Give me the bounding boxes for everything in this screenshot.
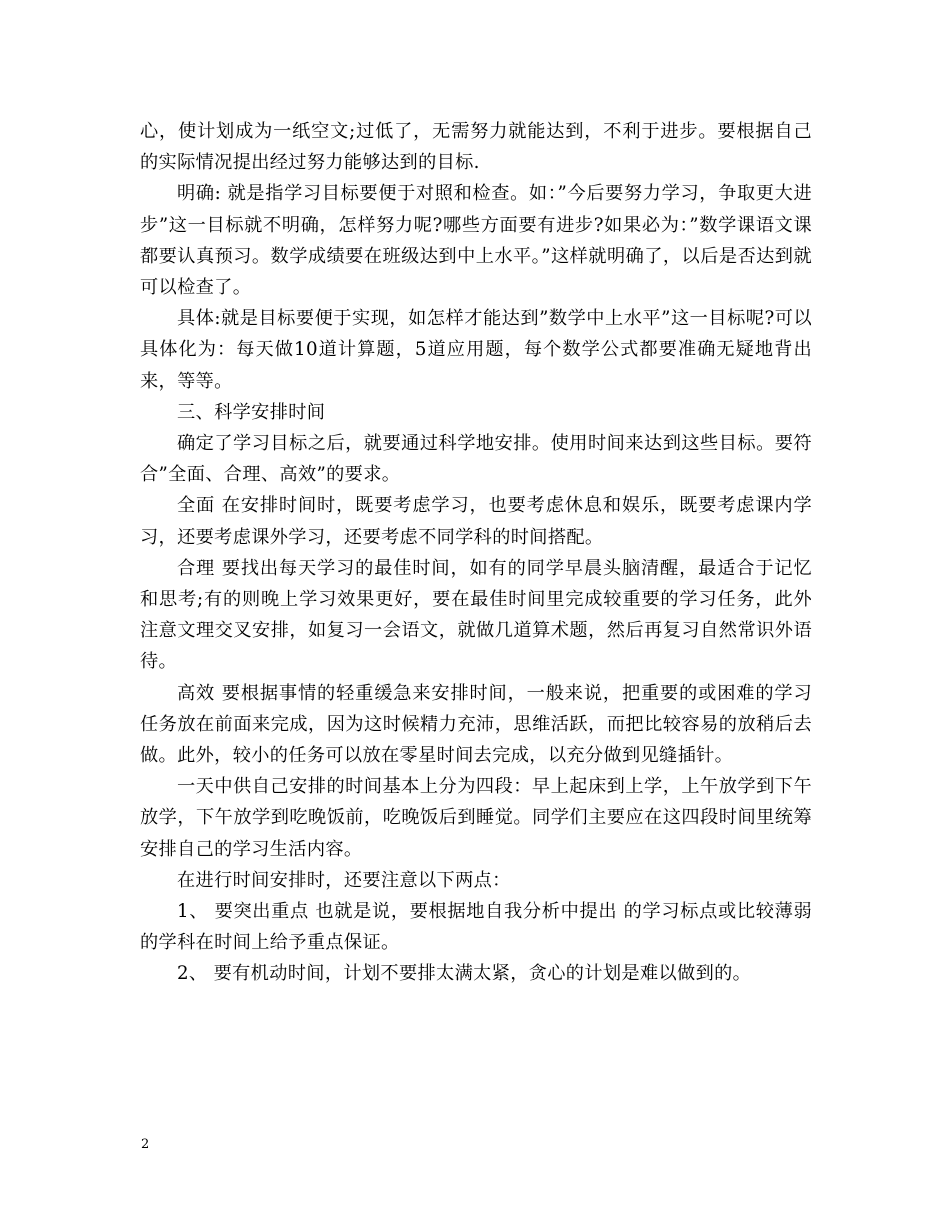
list-item-1: 1、 要突出重点 也就是说，要根据地自我分析中提出 的学习标点或比较薄弱的学科在时间上给予重点保证。 [140, 901, 812, 954]
paragraph-efficient: 高效 要根据事情的轻重缓急来安排时间，一般来说，把重要的或困难的学习任务放在前面来完成，因为这时候精力充沛，思维活跃，而把比较容易的放稍后去做。此外，较小的任务可以放在零星时间去完成，以充分做到见缝插针。 [140, 682, 812, 767]
paragraph-concreteness: 具体:就是目标要便于实现，如怎样才能达到”数学中上水平”这一目标呢?可以具体化为：每天做10道计算题，5道应用题，每个数学公式都要准确无疑地背出来，等等。 [140, 308, 812, 392]
list-item-2: 2、 要有机动时间，计划不要排太满太紧，贪心的计划是难以做到的。 [177, 963, 752, 985]
page-number: 2 [141, 1137, 150, 1152]
paragraph-notes-intro: 在进行时间安排时，还要注意以下两点： [177, 869, 511, 891]
section-heading: 三、科学安排时间 [177, 401, 326, 423]
paragraph-continuation: 心，使计划成为一纸空文;过低了，无需努力就能达到，不利于进步。要根据自己的实际情况提出经过努力能够达到的目标. [140, 121, 812, 174]
paragraph-reasonable: 合理 要找出每天学习的最佳时间，如有的同学早晨头脑清醒，最适合于记忆和思考;有的则晚上学习效果更好，要在最佳时间里完成较重要的学习任务，此外注意文理交叉安排，如复习一会语文，就做几道算术题，然后再复习自然常识外语待。 [140, 557, 812, 673]
body-text [140, 116, 812, 990]
paragraph-comprehensive: 全面 在安排时间时，既要考虑学习，也要考虑休息和娱乐，既要考虑课内学习，还要考虑课外学习，还要考虑不同学科的时间搭配。 [140, 495, 812, 548]
paragraph-day-segments: 一天中供自己安排的时间基本上分为四段：早上起床到上学，上午放学到下午放学，下午放学到吃晚饭前，吃晚饭后到睡觉。同学们主要应在这四段时间里统筹安排自己的学习生活内容。 [140, 776, 812, 860]
paragraph-clarity: 明确: 就是指学习目标要便于对照和检查。如：”今后要努力学习，争取更大进步”这一目标就不明确，怎样努力呢?哪些方面要有进步?如果必为：”数学课语文课都要认真预习。数学成绩要在班级达到中上水平。”这样就明确了，以后是否达到就可以检查了。 [140, 183, 812, 299]
paragraph-intro: 确定了学习目标之后，就要通过科学地安排。使用时间来达到这些目标。要符合”全面、合理、高效”的要求。 [140, 433, 812, 486]
